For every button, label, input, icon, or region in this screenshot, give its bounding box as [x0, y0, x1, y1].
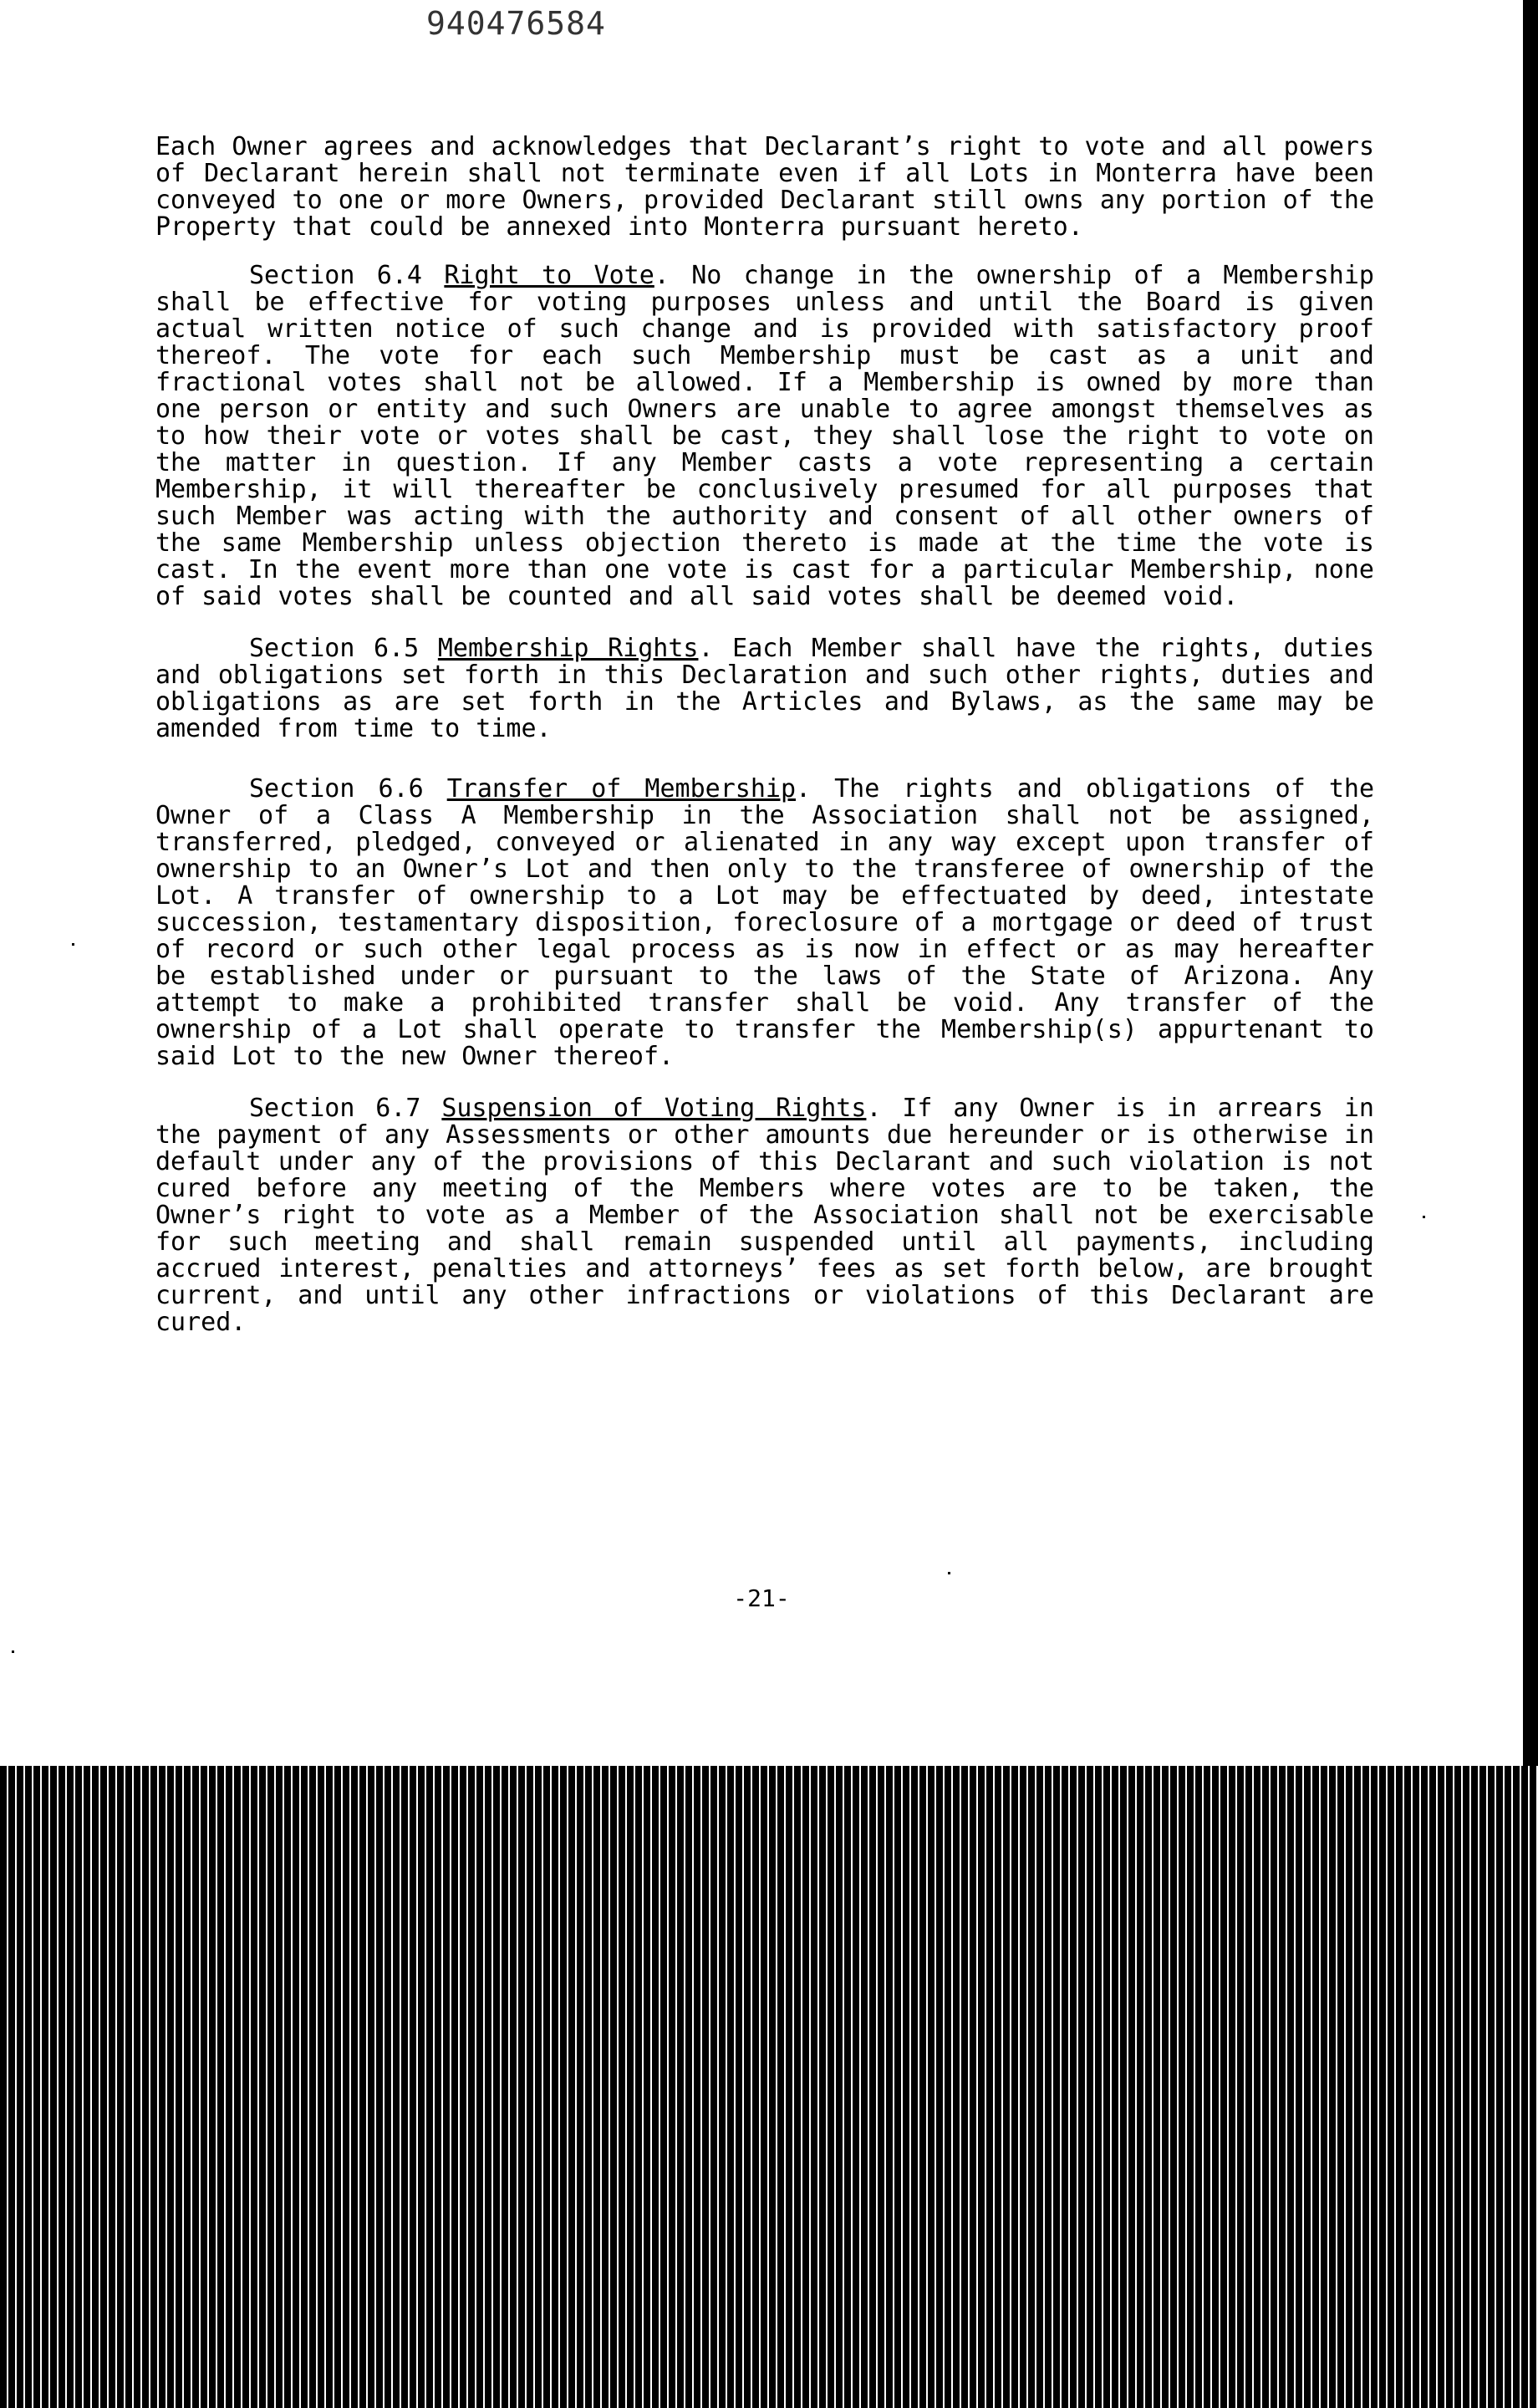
section-6-6-body: The rights and obligations of the Owner of a Class A Membership in the Association shall not be assigned, transferred, pledged, conveyed or alienated in any way except upon transfer of ownership to an Owner’s Lot and then only to the transferee of ownership of the Lot. A transfer of ownership to a Lot may be effectuated by deed, intestate succession, testamentary disposition, foreclosure of a mortgage or deed of trust of record or such other legal process as is now in effect or as may hereafter be established under or pursuant to the laws of the State of Arizona. Any attempt to make a prohibited transfer shall be void. Any transfer of the ownership of a Lot shall operate to transfer the Membership(s) appurtenant to said Lot to the new Owner thereof. [155, 774, 1375, 1071]
section-6-5-body: Each Member shall have the rights, duties and obligations set forth in this Declaration and such other rights, duties and obligations as are set forth in the Articles and Bylaws, as the same may be amended from time to time. [155, 634, 1375, 743]
section-6-4-period: . [654, 261, 670, 290]
section-6-4-heading: Right to Vote [444, 261, 654, 290]
scan-speck [72, 943, 74, 946]
section-6-6-label: Section 6.6 [249, 774, 424, 804]
section-6-6 [155, 776, 1374, 1070]
section-6-6-period: . [796, 774, 812, 804]
page-edge-border [1523, 0, 1538, 1766]
section-6-7-heading: Suspension of Voting Rights [441, 1094, 867, 1123]
section-6-7-body: If any Owner is in arrears in the payment of any Assessments or other amounts due hereunder or is otherwise in default under any of the provisions of this Declarant and such violation is not cured before any meeting of the Members where votes are to be taken, the Owner’s right to vote as a Member of the Association shall not be exercisable for such meeting and shall remain suspended until all payments, including accrued interest, penalties and attorneys’ fees as set forth below, are brought current, and until any other infractions or violations of this Declarant are cured. [155, 1094, 1374, 1337]
section-6-7-period: . [866, 1094, 882, 1123]
scanner-barcode-strip [0, 1766, 1538, 2408]
section-6-4 [155, 263, 1374, 610]
scan-speck [1423, 1216, 1425, 1218]
page-number: -21- [733, 1584, 790, 1612]
paragraph-intro: Each Owner agrees and acknowledges that Declarant’s right to vote and all powers of Declarant herein shall not terminate even if all Lots in Monterra have been conveyed to one or more Owners, provided Declarant still owns any portion of the Property that could be annexed into Monterra pursuant hereto. [155, 132, 1374, 242]
section-6-5 [155, 635, 1374, 742]
section-6-6-heading: Transfer of Membership [446, 774, 797, 804]
section-6-5-period: . [698, 634, 714, 663]
section-6-7-label: Section 6.7 [249, 1094, 421, 1123]
section-6-7 [155, 1095, 1374, 1336]
section-6-4-body: No change in the ownership of a Membership shall be effective for voting purposes unless and until the Board is given actual written notice of such change and is provided with satisfactory proof thereof. The vote for each such Membership must be cast as a unit and fractional votes shall not be allowed. If a Membership is owned by more than one person or entity and such Owners are unable to agree amongst themselves as to how their vote or votes shall be cast, they shall lose the right to vote on the matter in question. If any Member casts a vote representing a certain Membership, it will thereafter be conclusively presumed for all purposes that such Member was acting with the authority and consent of all other owners of the same Membership unless objection thereto is made at the time the vote is cast. In the event more than one vote is cast for a particular Membership, none of said votes shall be counted and all said votes shall be deemed void. [155, 261, 1374, 611]
document-id-stamp: 940476584 [426, 5, 606, 42]
scan-speck [948, 1572, 950, 1574]
scan-speck [12, 1650, 14, 1653]
section-6-4-label: Section 6.4 [249, 261, 422, 290]
section-6-5-heading: Membership Rights [437, 634, 699, 663]
section-6-5-label: Section 6.5 [249, 634, 420, 663]
